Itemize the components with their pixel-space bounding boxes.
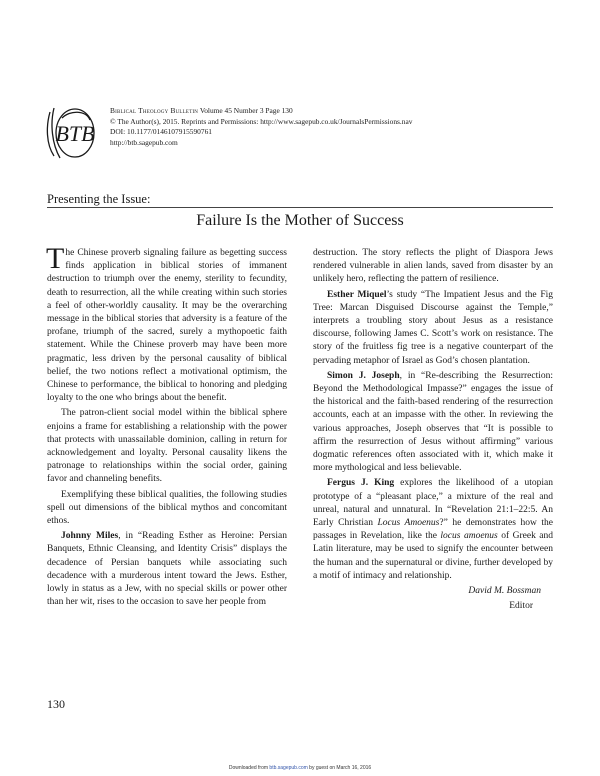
page-number: 130	[47, 697, 65, 711]
paragraph-continued: destruction. The story reflects the plight of Diaspora Jews rendered vulnerable in alien lands, saved from disaster by an unlikely hero, reflecting the pattern of resilience.	[313, 248, 553, 285]
journal-header	[110, 106, 550, 148]
author-name: Johnny Miles	[61, 531, 119, 542]
journal-url[interactable]: http://btb.sagepub.com	[110, 137, 178, 147]
italic-term: locus amoenus	[440, 531, 498, 542]
paragraph-text: explores the likelihood of a utopian prototype of a “pleasant place,” a mixture of the real and unreal, natural and unnatural. In “Revelation 21:1–22:5. An Early Christian	[313, 478, 553, 529]
paragraph-miquel	[313, 289, 553, 368]
left-column	[46, 242, 287, 611]
author-name: Simon J. Joseph	[327, 370, 400, 381]
author-name: Esther Miquel	[327, 289, 387, 300]
title-rule	[47, 207, 553, 208]
paragraph-text: ?” he demonstrates how the passages in Revelation, like the	[313, 518, 554, 542]
paragraph-exemplifying: Exemplifying these biblical qualities, the following studies spell out dimensions of the biblical mythos and concomitant ethos.	[47, 489, 287, 527]
article-title: Failure Is the Mother of Success	[196, 212, 404, 229]
editor-name: David M. Bossman	[468, 586, 541, 597]
journal-logo	[44, 104, 106, 162]
logo-lettering: BTB	[55, 121, 95, 146]
italic-term: Locus Amoenus	[377, 518, 440, 529]
journal-info: Volume 45 Number 3 Page 130	[198, 106, 293, 115]
section-label: Presenting the Issue:	[47, 192, 151, 206]
paragraph-text: , in “Re-describing the Resurrection: Beyond the Methodological Impasse?” engages the issue of the historical and the faith-based rendering of the resurrection accounts, each at an impasse with the other. In reviewing the various approaches, Joseph observes that “It is possible to affirm the resurrection of Jesus without affirming” various dogmatic references often associated with it, which make it more mythological and less believable.	[313, 370, 553, 474]
footer-prefix: Downloaded from	[228, 765, 270, 771]
paragraph-text: ’s study “The Impatient Jesus and the Fig Tree: Marcan Disguised Discourse against the Temple,” interprets a troubling story about Jesus as a resistance discourse, following James C. Scott’s work on resistance. The story of the fruitless fig tree is a negative counterpart of the pervading metaphor of Israel as God’s chosen plantation.	[313, 289, 553, 366]
paragraph-text: of Greek and Latin literature, may be used to signify the encounter between the human and the supernatural or divine, further developed by a motif of intimacy and relationship.	[313, 531, 554, 581]
editor-role: Editor	[509, 601, 533, 612]
author-name: Fergus J. King	[327, 478, 395, 489]
paragraph-intro	[46, 242, 287, 405]
copyright-line: © The Author(s), 2015. Reprints and Permissions: http://www.sagepub.co.uk/JournalsPermissions.nav	[110, 116, 413, 126]
footer-suffix: by guest on March 16, 2016	[307, 765, 372, 771]
paragraph-joseph	[313, 370, 553, 476]
paragraph-text: he Chinese proverb signaling failure as begetting success finds application in biblical stories of immanent destruction to triumph over the enemy, sterility to fecundity, death to resurrection, all the while creating within such stories a feel of other-worldly causality. It may be the overarching message in the biblical stories that adversity is a feature of the profane, triumph of the sacred, surely a mythopoetic faith statement. While the Chinese proverb may have been more pragmatic, less driven by the personal causality of biblical belief, the two notions reflect a motivational optimism, the Chinese to performance, the biblical to honoring and pledging loyalty to the one who brings about the benefit.	[47, 248, 287, 404]
journal-name: Biblical Theology Bulletin	[110, 106, 199, 115]
drop-cap: T	[46, 242, 65, 275]
paragraph-miles	[47, 530, 287, 609]
footer-link[interactable]: btb.sagepub.com	[269, 765, 308, 771]
doi-line: DOI: 10.1177/0146107915590761	[110, 127, 212, 137]
paragraph-text: , in “Reading Esther as Heroine: Persian Banquets, Ethnic Cleansing, and Identity Crisis” displays the decadence of Persian banquets while associating such decadence with a murderous intent toward the Jews. Esther, lowly in status as a Jew, with no special skills or power other than her wit, rises to the occasion to save her people from	[47, 531, 287, 608]
paragraph-patron-client: The patron-client social model within the biblical sphere enjoins a frame for establishing a relationship with the power that protects with unassailable dominion, calling in return for acknowledgement and loyalty. Personal causality likens the patronage to relationships within the social order, gaining favor and channeling benefits.	[47, 408, 287, 485]
right-column	[313, 247, 553, 615]
download-footer	[0, 765, 600, 771]
paragraph-king	[313, 477, 553, 583]
